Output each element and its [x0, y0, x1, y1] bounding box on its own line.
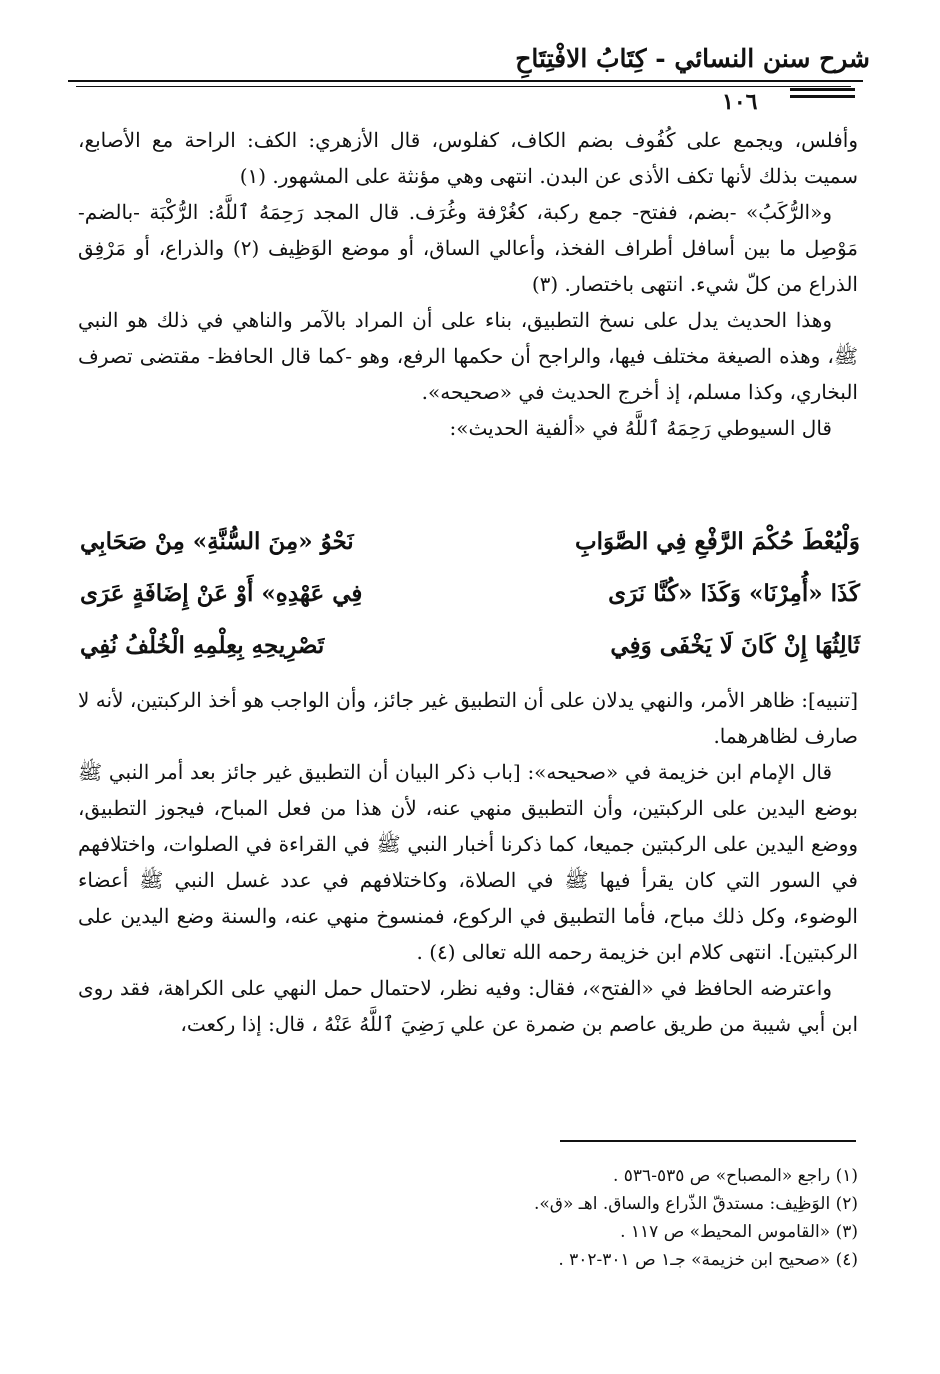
paragraph: و«الرُّكَبُ» -بضم، ففتح- جمع ركبة، كغُرْفة وغُرَف. قال المجد رَحِمَهُ ٱللَّهُ: الرُّكْبَة -بالضم- مَوْصِل ما بين أسافل أطراف الفخذ، وأعالي الساق، أو موضع الوَظِيف (٢) والذراع، أو مَرْفِق الذراع من كلّ شيء. انتهى باختصار. (٣) — [78, 200, 858, 296]
verse-second-hemistich: نَحْوُ «مِنَ السُّنَّةِ» مِنْ صَحَابِي — [80, 528, 354, 555]
paragraph: قال السيوطي رَحِمَهُ ٱللَّهُ في «ألفية الحديث»: — [449, 416, 832, 440]
page-number-ornament — [790, 88, 855, 102]
body-text-upper — [78, 122, 858, 446]
footnote-separator — [560, 1140, 856, 1142]
poem-verse — [80, 632, 860, 672]
verse-second-hemistich: فِي عَهْدِهِ» أَوْ عَنْ إِضَافَةٍ عَرَى — [80, 580, 363, 607]
paragraph: [تنبيه]: ظاهر الأمر، والنهي يدلان على أن التطبيق غير جائز، وأن الواجب هو أخذ الركبتين، لأنه لا صارف لظاهرهما. — [78, 688, 858, 748]
header-rule-thick — [68, 80, 863, 82]
running-header-title: شرح سنن النسائي - كِتَابُ الافْتِتَاحِ — [515, 44, 870, 73]
verse-first-hemistich: وَلْيُعْطَ حُكْمَ الرَّفْعِ فِي الصَّوَابِ — [575, 528, 860, 555]
header-rule-thin — [76, 86, 851, 87]
footnotes — [90, 1162, 858, 1274]
verse-first-hemistich: ثَالِثُهَا إِنْ كَانَ لَا يَخْفَى وَفِي — [610, 632, 860, 659]
footnote: (٣) «القاموس المحيط» ص ١١٧ . — [620, 1222, 858, 1242]
footnote: (٢) الوَظِيف: مستدقّ الذّراع والساق. اهـ «ق». — [533, 1194, 858, 1214]
verse-second-hemistich: تَصْرِيحِهِ بِعِلْمِهِ الْخُلْفُ نُفِي — [80, 632, 325, 659]
verse-first-hemistich: كَذَا «أُمِرْنَا» وَكَذَا «كُنَّا نَرَى — [608, 580, 860, 607]
footnote: (٤) «صحيح ابن خزيمة» جـ١ ص ٣٠١-٣٠٢ . — [558, 1250, 858, 1270]
paragraph: واعترضه الحافظ في «الفتح»، فقال: وفيه نظر، لاحتمال حمل النهي على الكراهة، فقد روى ابن أبي شيبة من طريق عاصم بن ضمرة عن علي رَضِيَ ٱللَّهُ عَنْهُ ، قال: إذا ركعت، — [78, 976, 858, 1036]
paragraph: قال الإمام ابن خزيمة في «صحيحه»: [باب ذكر البيان أن التطبيق غير جائز بعد أمر النبي ﷺ بوضع اليدين على الركبتين، وأن التطبيق منهي عنه، لأن هذا من فعل المباح، فيجوز التطبيق، ووضع اليدين على الركبتين جميعا، كما ذكرنا أخبار النبي ﷺ في القراءة في الصلوات، واختلافهم في السور التي كان يقرأ فيها ﷺ في الصلاة، وكاختلافهم في عدد غسل النبي ﷺ أعضاء الوضوء، وكل ذلك مباح، فأما التطبيق في الركوع، فمنسوخ منهي عنه، والسنة وضع اليدين على الركبتين]. انتهى كلام ابن خزيمة رحمه الله تعالى (٤) . — [78, 760, 858, 964]
poem-verse — [80, 580, 860, 620]
page-number: ١٠٦ — [722, 89, 758, 115]
poem-verse — [80, 528, 860, 568]
body-text-lower — [78, 682, 858, 1042]
footnote: (١) راجع «المصباح» ص ٥٣٥-٥٣٦ . — [612, 1166, 858, 1186]
paragraph: وهذا الحديث يدل على نسخ التطبيق، بناء على أن المراد بالآمر والناهي في ذلك هو النبي ﷺ، وهذه الصيغة مختلف فيها، والراجح أن حكمها الرفع، وهو -كما قال الحافظ- مقتضى تصرف البخاري، وكذا مسلم، إذ أخرج الحديث في «صحيحه». — [78, 308, 858, 404]
paragraph: وأفلس، ويجمع على كُفُوف بضم الكاف، كفلوس، قال الأزهري: الكف: الراحة مع الأصابع، سميت بذلك لأنها تكف الأذى عن البدن. انتهى وهي مؤنثة على المشهور. (١) — [78, 128, 858, 188]
